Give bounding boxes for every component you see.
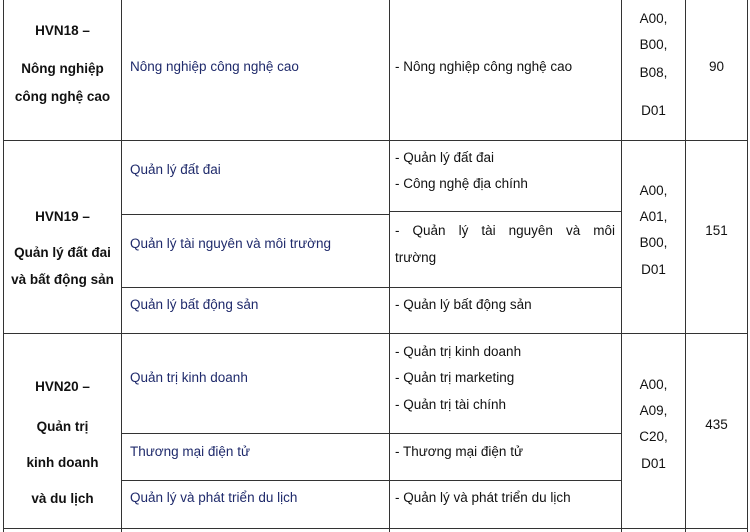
program-name: Nông nghiệp công nghệ cao (130, 59, 299, 74)
group-name-line: và du lịch (31, 491, 94, 506)
major-item: - Công nghệ địa chính (395, 176, 528, 191)
group-name-line: Quản trị (36, 419, 89, 434)
group-name-line: kinh doanh (26, 455, 99, 470)
major-item: - Quản trị tài chính (395, 397, 507, 412)
subject-combo: B00, (639, 235, 668, 250)
program-name: Quản lý đất đai (130, 162, 221, 177)
group-name-line: Nông nghiệp (21, 61, 104, 76)
major-item: - Quản lý và phát triển du lịch (395, 490, 571, 505)
program-name: Quản lý bất động sản (130, 297, 259, 312)
group-name-line: và bất động sản (11, 272, 114, 287)
subject-combo: A00, (639, 377, 668, 392)
group-code: HVN18 – (35, 23, 90, 38)
program-name: Quản trị kinh doanh (130, 370, 248, 385)
major-item: - Quản lý tài nguyên và môi (395, 223, 615, 238)
subject-combo: D01 (641, 456, 666, 471)
major-item: - Thương mại điện tử (395, 444, 523, 459)
subject-combo: D01 (641, 262, 666, 277)
program-name: Thương mại điện tử (130, 444, 250, 459)
major-item: - Quản trị marketing (395, 370, 515, 385)
subject-combo: A00, (639, 11, 668, 26)
subject-combo: A01, (639, 209, 668, 224)
major-item: - Nông nghiệp công nghệ cao (395, 59, 573, 74)
quota-value: 90 (708, 59, 725, 74)
group-code: HVN20 – (35, 379, 90, 394)
major-item: - Quản trị kinh doanh (395, 344, 522, 359)
quota-value: 435 (705, 417, 728, 432)
group-name-line: Quản lý đất đai (14, 245, 111, 260)
major-item: trường (395, 250, 437, 265)
major-item: - Quản lý bất động sản (395, 297, 532, 312)
group-code: HVN19 – (35, 209, 90, 224)
group-name-line: công nghệ cao (14, 89, 111, 104)
subject-combo: B00, (639, 37, 668, 52)
program-name: Quản lý tài nguyên và môi trường (130, 236, 331, 251)
subject-combo: A00, (639, 183, 668, 198)
major-item: - Quản lý đất đai (395, 150, 495, 165)
subject-combo: D01 (641, 103, 666, 118)
quota-value: 151 (705, 223, 728, 238)
subject-combo: A09, (639, 403, 668, 418)
subject-combo: B08, (639, 65, 668, 80)
program-name: Quản lý và phát triển du lịch (130, 490, 298, 505)
subject-combo: C20, (639, 429, 668, 444)
